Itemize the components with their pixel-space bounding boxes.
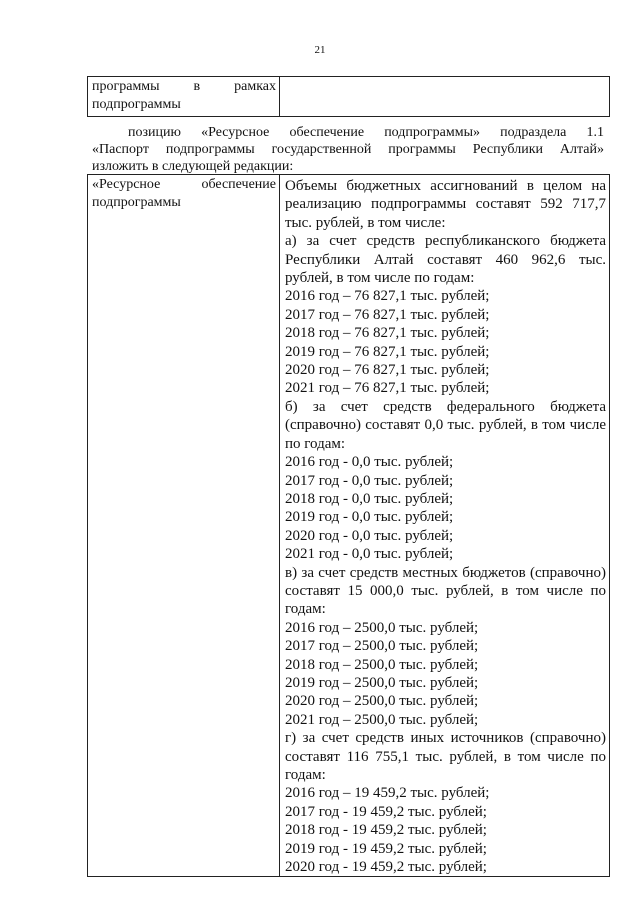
text-line: 2017 год – 2500,0 тыс. рублей; xyxy=(285,638,479,655)
instruction-paragraph xyxy=(92,124,604,175)
text-line: годам: xyxy=(285,767,326,783)
text-line: 2020 год - 0,0 тыс. рублей; xyxy=(285,527,454,544)
text-line: составят 15 000,0 тыс. рублей, в том числе по xyxy=(285,582,606,599)
text-line: б) за счет средств федерального бюджета xyxy=(285,398,606,415)
text-line: 2021 год - 0,0 тыс. рублей; xyxy=(285,546,454,563)
text-line: 2018 год - 0,0 тыс. рублей; xyxy=(285,490,454,507)
table-row xyxy=(88,77,610,117)
top-left-text xyxy=(92,78,276,113)
text-line: 2018 год – 76 827,1 тыс. рублей; xyxy=(285,325,490,342)
text-line: (справочно) составят 0,0 тыс. рублей, в том числе xyxy=(285,417,606,434)
text-line: годам: xyxy=(285,601,326,618)
text-line: а) за счет средств республиканского бюджета xyxy=(285,233,606,250)
text-line: 2018 год – 2500,0 тыс. рублей; xyxy=(285,656,479,673)
text-line: 2016 год - 0,0 тыс. рублей; xyxy=(285,454,454,471)
text-line: рублей, в том числе по годам: xyxy=(285,270,475,287)
text-line: в) за счет средств местных бюджетов (справочно) xyxy=(285,564,606,581)
text-line: 2020 год - 19 459,2 тыс. рублей; xyxy=(285,859,487,876)
paragraph-line: позицию «Ресурсное обеспечение подпрограммы» подраздела 1.1 xyxy=(128,125,604,140)
paragraph-line: «Паспорт подпрограммы государственной программы Республики Алтай» xyxy=(92,142,604,157)
text-line: 2021 год – 2500,0 тыс. рублей; xyxy=(285,711,479,728)
text-line: 2019 год – 76 827,1 тыс. рублей; xyxy=(285,343,490,360)
page-number: 21 xyxy=(314,44,326,56)
text-line: Объемы бюджетных ассигнований в целом на xyxy=(285,178,606,194)
top-table xyxy=(87,76,610,117)
text-line: 2016 год – 2500,0 тыс. рублей; xyxy=(285,619,479,636)
text-line: подпрограммы xyxy=(92,194,181,210)
text-line: 2021 год – 76 827,1 тыс. рублей; xyxy=(285,380,490,397)
table-row xyxy=(88,175,610,877)
text-line: 2019 год – 2500,0 тыс. рублей; xyxy=(285,674,479,691)
text-line: реализацию подпрограммы составят 592 717,7 xyxy=(285,196,606,213)
top-table-left-cell xyxy=(88,77,280,117)
text-line: Республики Алтай составят 460 962,6 тыс. xyxy=(285,251,606,268)
text-line: программы в рамках xyxy=(92,79,276,94)
text-line: 2017 год – 76 827,1 тыс. рублей; xyxy=(285,306,490,323)
text-line: «Ресурсное обеспечение xyxy=(92,177,276,192)
text-line: 2016 год – 19 459,2 тыс. рублей; xyxy=(285,785,490,802)
text-line: 2020 год – 76 827,1 тыс. рублей; xyxy=(285,362,490,379)
text-line: 2020 год – 2500,0 тыс. рублей; xyxy=(285,693,479,710)
text-line: г) за счет средств иных источников (справочно) xyxy=(285,730,606,747)
text-line: 2019 год - 0,0 тыс. рублей; xyxy=(285,509,454,526)
resource-table xyxy=(87,174,610,877)
resource-label xyxy=(92,176,276,211)
text-line: 2019 год - 19 459,2 тыс. рублей; xyxy=(285,840,487,857)
text-line: 2017 год - 0,0 тыс. рублей; xyxy=(285,472,454,489)
text-line: подпрограммы xyxy=(92,96,181,112)
top-table-right-cell xyxy=(280,77,610,117)
text-line: тыс. рублей, в том числе: xyxy=(285,214,446,231)
resource-value-text xyxy=(285,177,606,876)
text-line: 2017 год - 19 459,2 тыс. рублей; xyxy=(285,803,487,820)
resource-label-cell xyxy=(88,175,280,877)
text-line: по годам: xyxy=(285,435,346,452)
text-line: 2016 год – 76 827,1 тыс. рублей; xyxy=(285,288,490,305)
paragraph-line: изложить в следующей редакции: xyxy=(92,159,294,174)
text-line: 2018 год - 19 459,2 тыс. рублей; xyxy=(285,822,487,839)
text-line: составят 116 755,1 тыс. рублей, в том числе по xyxy=(285,748,606,765)
resource-value-cell xyxy=(280,175,610,877)
